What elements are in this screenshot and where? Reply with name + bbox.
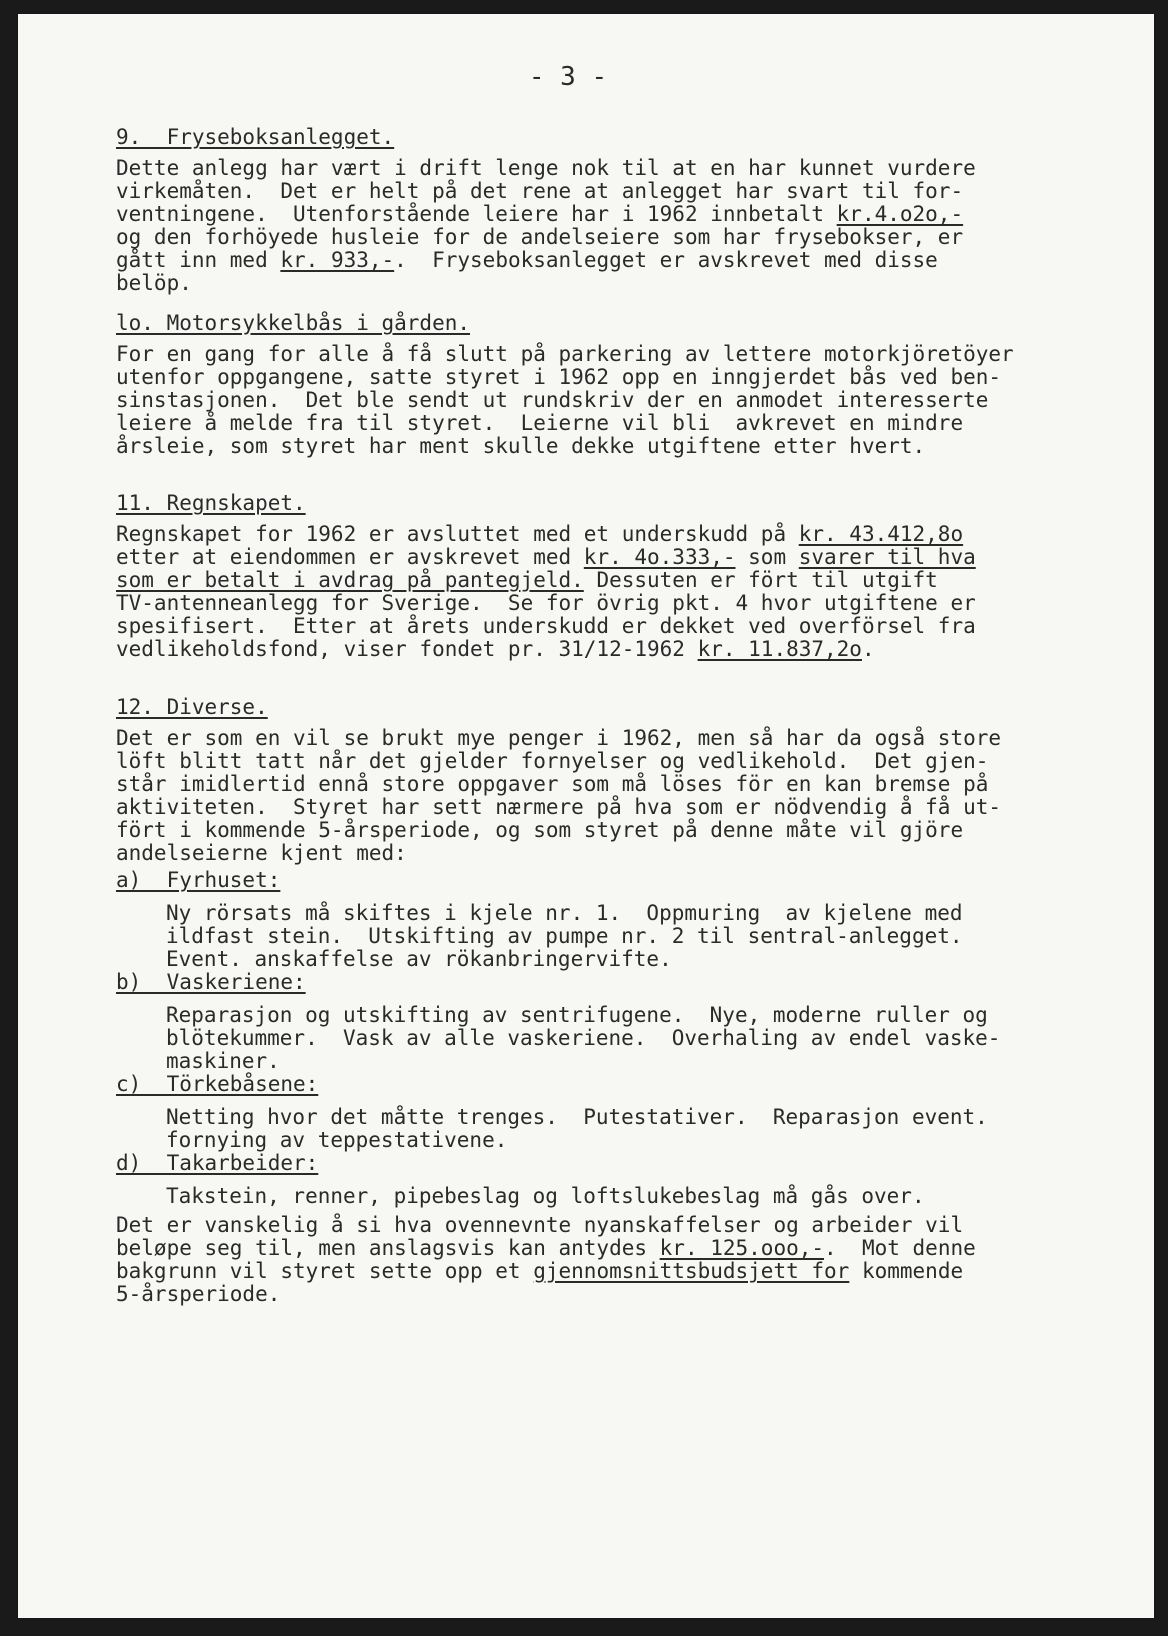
- paragraph-text: som er betalt i avdrag på pantegjeld.: [116, 568, 584, 592]
- section-heading: 11. Regnskapet.: [116, 491, 306, 515]
- item-line: blötekummer. Vask av alle vaskeriene. Overhaling av endel vaske-: [166, 1026, 1001, 1050]
- closing-text: bakgrunn vil styret sette opp et: [116, 1259, 534, 1283]
- item-label: d) Takarbeider:: [116, 1151, 319, 1175]
- paragraph-text: Regnskapet for 1962 er avsluttet med et underskudd på: [116, 522, 799, 546]
- paragraph-line: fört i kommende 5-årsperiode, og som styret på denne måte vil gjöre: [116, 818, 964, 842]
- item-line: ildfast stein. Utskifting av pumpe nr. 2 til sentral-anlegget.: [166, 924, 963, 948]
- item-line: maskiner.: [166, 1049, 280, 1073]
- item-body: [116, 902, 1001, 971]
- amount: kr.4.o2o,-: [836, 202, 964, 226]
- closing-text: gjennomsnittsbudsjett for: [533, 1259, 850, 1283]
- item-line: Netting hvor det måtte trenges. Putestativer. Reparasjon event.: [166, 1105, 988, 1129]
- item-line: Event. anskaffelse av rökanbringervifte.: [166, 947, 672, 971]
- amount: kr. 43.412,8o: [798, 522, 964, 546]
- item-line: Ny rörsats må skiftes i kjele nr. 1. Oppmuring av kjelene med: [166, 901, 963, 925]
- amount: kr. 11.837,2o: [697, 637, 862, 661]
- paragraph-line: årsleie, som styret har ment skulle dekke utgiftene etter hvert.: [116, 434, 926, 458]
- item-body: [116, 1185, 1001, 1208]
- item-body: [116, 1106, 1001, 1152]
- paragraph-line: spesifisert. Etter at årets underskudd er dekket ved overförsel fra: [116, 614, 976, 638]
- paragraph-line: og den forhöyede husleie for de andelseiere som har frysebokser, er: [116, 225, 964, 249]
- paragraph-line: leiere å melde fra til styret. Leierne vil bli avkrevet en mindre: [116, 411, 964, 435]
- paragraph-text: .: [861, 637, 875, 661]
- item-label: b) Vaskeriene:: [116, 970, 306, 994]
- paragraph-text: vedlikeholdsfond, viser fondet pr. 31/12-1962: [116, 637, 698, 661]
- item-body: [116, 1004, 1001, 1073]
- section-12: [116, 696, 1001, 1306]
- paragraph-line: aktiviteten. Styret har sett nærmere på hva som er nödvendig å få ut-: [116, 795, 1002, 819]
- paragraph-text: Dessuten er fört til utgift: [583, 568, 938, 592]
- paragraph-line: löft blitt tatt når det gjelder fornyelser og vedlikehold. Det gjen-: [116, 749, 989, 773]
- document-body: [18, 14, 1154, 1618]
- section-heading: 12. Diverse.: [116, 695, 268, 719]
- closing-line: 5-årsperiode.: [116, 1282, 281, 1306]
- item-line: Reparasjon og utskifting av sentrifugene. Nye, moderne ruller og: [166, 1003, 988, 1027]
- section-11: [116, 492, 976, 661]
- closing-text: beløpe seg til, men anslagsvis kan antydes: [116, 1236, 660, 1260]
- paragraph-line: utenfor oppgangene, satte styret i 1962 opp en inngjerdet bås ved ben-: [116, 365, 1002, 389]
- item-label: c) Törkebåsene:: [116, 1072, 319, 1096]
- paragraph-line: gått inn med: [116, 248, 281, 272]
- item-label: a) Fyrhuset:: [116, 868, 281, 892]
- closing-line: Det er vanskelig å si hva ovennevnte nyanskaffelser og arbeider vil: [116, 1213, 964, 1237]
- paragraph-line: TV-antenneanlegg for Sverige. Se for övrig pkt. 4 hvor utgiftene er: [116, 591, 976, 615]
- page-number: - 3 -: [528, 62, 608, 92]
- closing-text: . Mot denne: [824, 1236, 976, 1260]
- amount: kr. 933,-: [280, 248, 395, 272]
- amount: kr. 4o.333,-: [583, 545, 736, 569]
- item-line: fornying av teppestativene.: [166, 1128, 508, 1152]
- paragraph-text: etter at eiendommen er avskrevet med: [116, 545, 584, 569]
- amount: kr. 125.ooo,-: [659, 1236, 825, 1260]
- section-heading: 9. Fryseboksanlegget.: [116, 125, 395, 149]
- item-line: Takstein, renner, pipebeslag og loftslukebeslag må gås over.: [166, 1184, 925, 1208]
- paragraph-line: andelseierne kjent med:: [116, 841, 407, 865]
- paragraph-text: . Fryseboksanlegget er avskrevet med disse: [394, 248, 938, 272]
- paragraph-line: Dette anlegg har vært i drift lenge nok til at en har kunnet vurdere: [116, 156, 976, 180]
- paragraph-line: står imidlertid ennå store oppgaver som må löses för en kan bremse på: [116, 772, 989, 796]
- paragraph-line: sinstasjonen. Det ble sendt ut rundskriv der en anmodet interesserte: [116, 388, 989, 412]
- paragraph-text: svarer til hva: [798, 545, 976, 569]
- section-heading: lo. Motorsykkelbås i gården.: [116, 311, 471, 335]
- paragraph-line: ventningene. Utenforstående leiere har i 1962 innbetalt: [116, 202, 837, 226]
- paragraph-line: Det er som en vil se brukt mye penger i 1962, men så har da også store: [116, 726, 1002, 750]
- closing-text: kommende: [849, 1259, 964, 1283]
- paragraph-line: belöp.: [116, 271, 192, 295]
- paragraph-text: som: [735, 545, 799, 569]
- document-page: [18, 14, 1154, 1618]
- paragraph-line: For en gang for alle å få slutt på parkering av lettere motorkjöretöyer: [116, 342, 1014, 366]
- paragraph-line: virkemåten. Det er helt på det rene at anlegget har svart til for-: [116, 179, 964, 203]
- section-10: [116, 312, 1014, 458]
- section-9: [116, 126, 976, 295]
